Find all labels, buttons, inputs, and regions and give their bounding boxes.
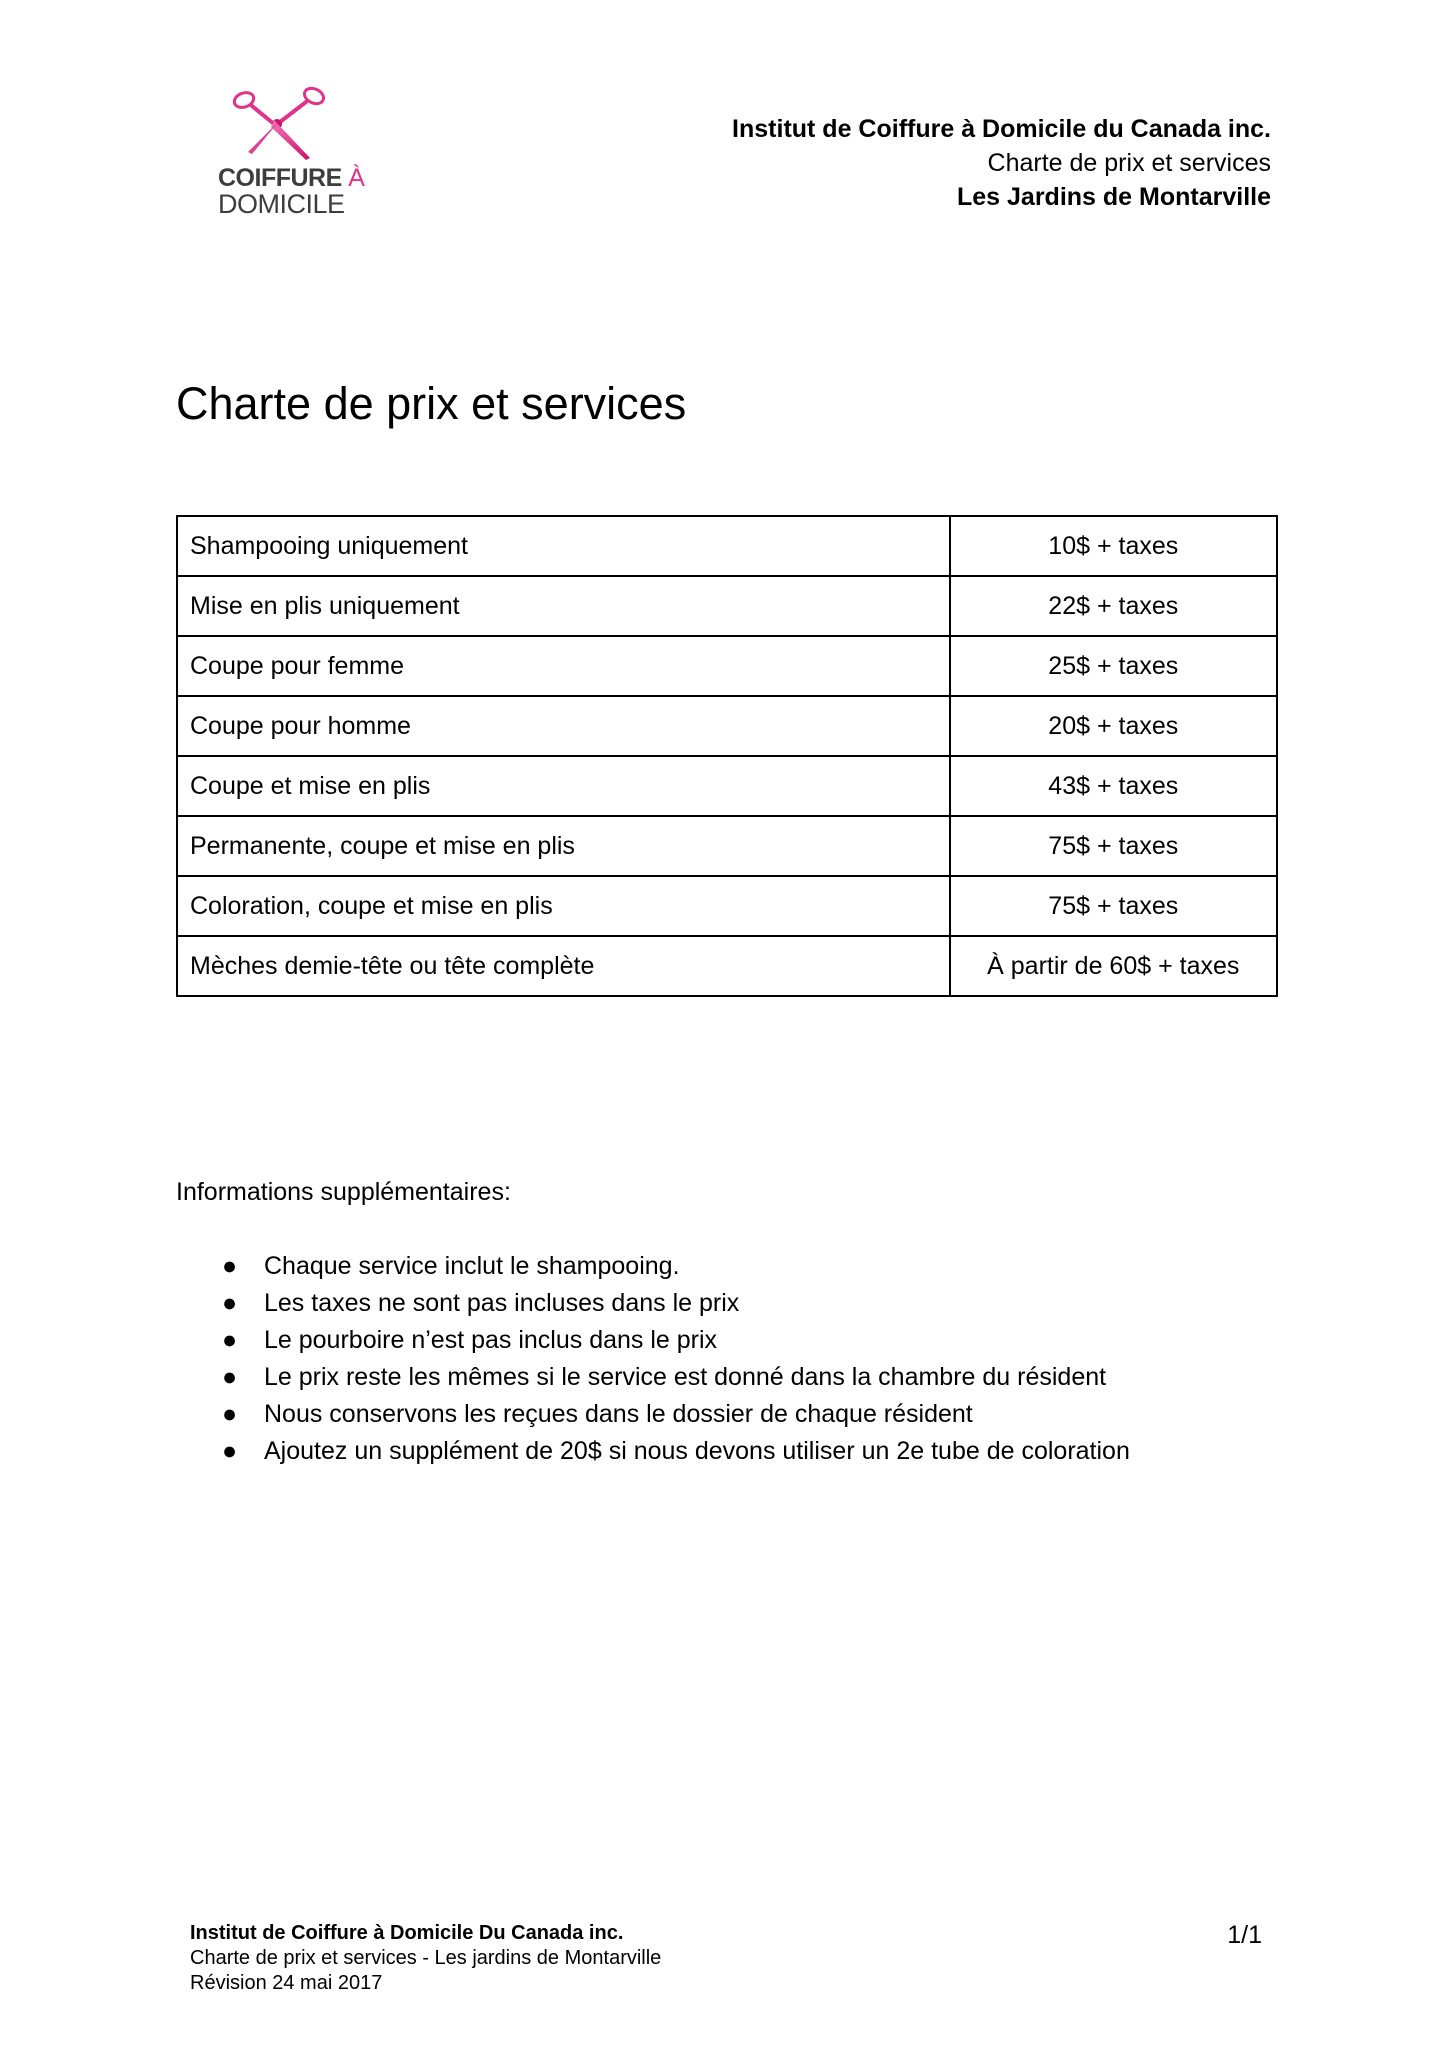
table-row: [177, 516, 1277, 576]
info-list: [176, 1248, 1130, 1470]
document-footer: [190, 1921, 661, 1996]
table-row: [177, 876, 1277, 936]
list-item-text: Chaque service inclut le shampooing.: [264, 1252, 680, 1280]
service-cell: Coupe et mise en plis: [177, 756, 950, 816]
document-header: [732, 112, 1271, 214]
list-item: [176, 1322, 1130, 1359]
header-subtitle: Charte de prix et services: [987, 149, 1271, 177]
footer-company: Institut de Coiffure à Domicile Du Canada inc.: [190, 1922, 624, 1944]
list-item-text: Nous conservons les reçues dans le dossier de chaque résident: [264, 1400, 973, 1428]
list-item: [176, 1248, 1130, 1285]
company-logo: [214, 86, 364, 226]
service-cell: Permanente, coupe et mise en plis: [177, 816, 950, 876]
list-item: [176, 1433, 1130, 1470]
price-cell: 75$ + taxes: [950, 876, 1277, 936]
page-title: Charte de prix et services: [176, 378, 687, 429]
list-item-text: Les taxes ne sont pas incluses dans le prix: [264, 1289, 740, 1317]
price-cell: 20$ + taxes: [950, 696, 1277, 756]
bullet-icon: ●: [222, 1289, 238, 1317]
table-row: [177, 756, 1277, 816]
service-cell: Coupe pour femme: [177, 636, 950, 696]
list-item-text: Ajoutez un supplément de 20$ si nous devons utiliser un 2e tube de coloration: [264, 1437, 1130, 1465]
logo-text-main: COIFFURE: [218, 164, 342, 192]
list-item: [176, 1285, 1130, 1322]
service-cell: Coupe pour homme: [177, 696, 950, 756]
price-cell: 10$ + taxes: [950, 516, 1277, 576]
page-number: 1/1: [1227, 1921, 1262, 1949]
footer-revision: Révision 24 mai 2017: [190, 1972, 383, 1994]
bullet-icon: ●: [222, 1400, 238, 1428]
bullet-icon: ●: [222, 1437, 238, 1465]
table-row: [177, 576, 1277, 636]
list-item-text: Le pourboire n’est pas inclus dans le prix: [264, 1326, 718, 1354]
service-cell: Mèches demie-tête ou tête complète: [177, 936, 950, 996]
price-cell: À partir de 60$ + taxes: [950, 936, 1277, 996]
service-cell: Mise en plis uniquement: [177, 576, 950, 636]
list-item: [176, 1396, 1130, 1433]
service-cell: Shampooing uniquement: [177, 516, 950, 576]
logo-text-sub: DOMICILE: [218, 189, 345, 219]
service-cell: Coloration, coupe et mise en plis: [177, 876, 950, 936]
info-heading: Informations supplémentaires:: [176, 1178, 511, 1206]
price-cell: 43$ + taxes: [950, 756, 1277, 816]
price-cell: 75$ + taxes: [950, 816, 1277, 876]
logo-text-accent: À: [348, 164, 365, 192]
table-row: [177, 696, 1277, 756]
price-table: [176, 515, 1278, 997]
bullet-icon: ●: [222, 1326, 238, 1354]
list-item-text: Le prix reste les mêmes si le service est donné dans la chambre du résident: [264, 1363, 1107, 1391]
price-cell: 25$ + taxes: [950, 636, 1277, 696]
list-item: [176, 1359, 1130, 1396]
table-row: [177, 636, 1277, 696]
footer-line2: Charte de prix et services - Les jardins de Montarville: [190, 1947, 662, 1969]
header-company: Institut de Coiffure à Domicile du Canada inc.: [732, 115, 1271, 143]
price-cell: 22$ + taxes: [950, 576, 1277, 636]
table-row: [177, 816, 1277, 876]
table-row: [177, 936, 1277, 996]
scissors-icon: [224, 86, 334, 161]
header-location: Les Jardins de Montarville: [957, 183, 1271, 211]
bullet-icon: ●: [222, 1252, 238, 1280]
bullet-icon: ●: [222, 1363, 238, 1391]
logo-wordmark: [218, 166, 364, 218]
